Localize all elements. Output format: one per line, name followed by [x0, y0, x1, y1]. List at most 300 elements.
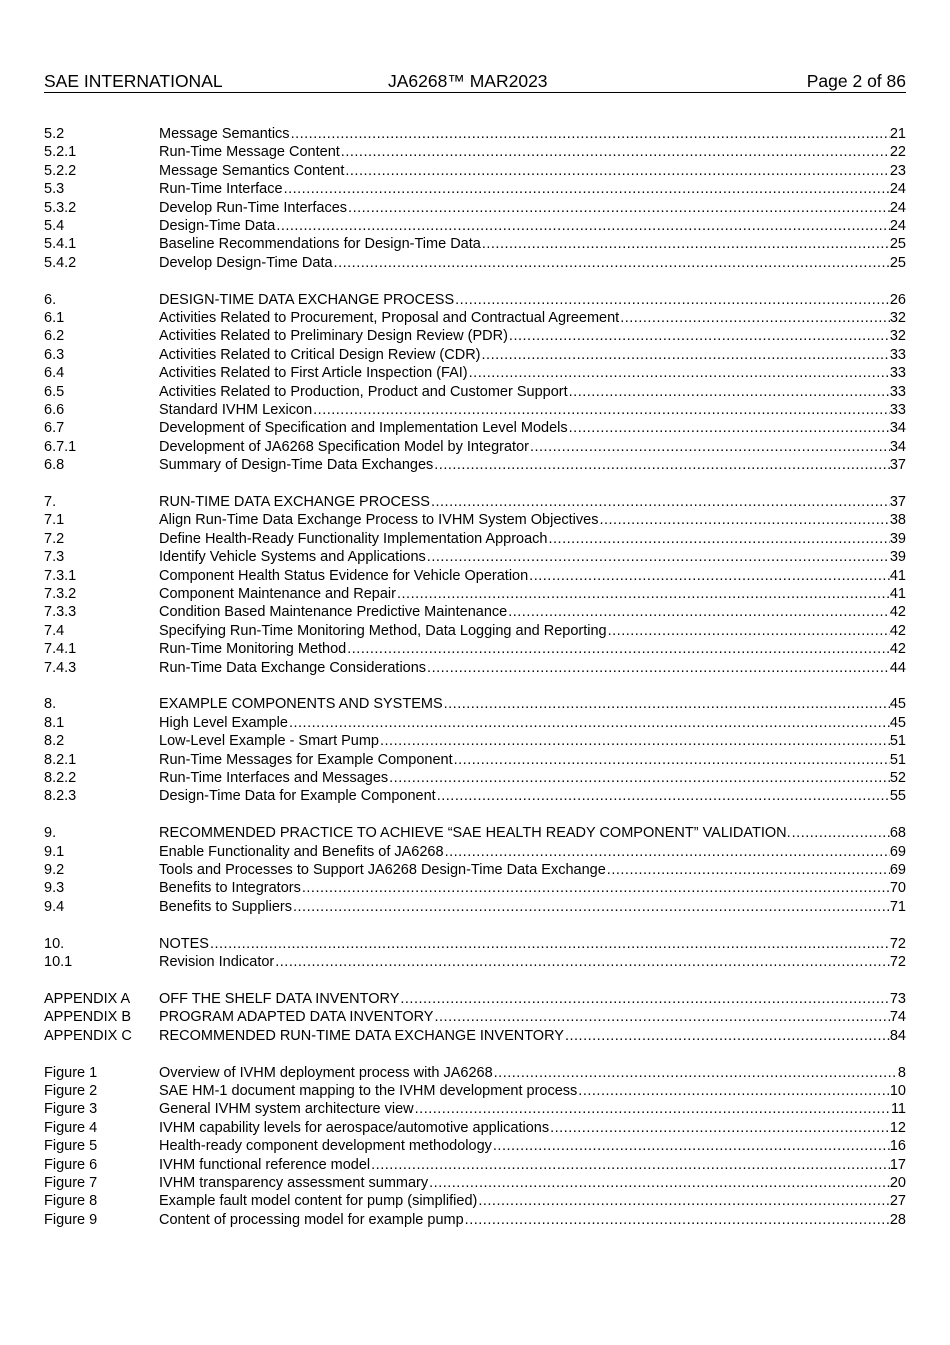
- toc-entry-number: 5.3.2: [44, 199, 77, 216]
- toc-entry-title: EXAMPLE COMPONENTS AND SYSTEMS: [159, 696, 443, 713]
- toc-entry[interactable]: [44, 548, 906, 566]
- toc-dot-leader: [508, 327, 890, 345]
- toc-dot-leader: [290, 125, 890, 143]
- toc-entry-line: [159, 622, 906, 640]
- toc-entry-line: [159, 309, 906, 327]
- toc-entry-page: 42: [889, 641, 906, 658]
- toc-entry-title: Run-Time Monitoring Method: [159, 641, 347, 658]
- toc-entry-title: Low-Level Example - Smart Pump: [159, 733, 379, 750]
- toc-entry[interactable]: [44, 1192, 906, 1210]
- toc-entry-line: [159, 953, 906, 971]
- header-document-id: JA6268™ MAR2023: [388, 71, 548, 91]
- toc-entry-page: 24: [889, 181, 906, 198]
- toc-entry-title: Content of processing model for example pump: [159, 1211, 464, 1228]
- toc-dot-leader: [568, 419, 890, 437]
- toc-entry[interactable]: [44, 401, 906, 419]
- toc-entry-page: 32: [889, 328, 906, 345]
- toc-entry-number: Figure 9: [44, 1211, 98, 1228]
- toc-dot-leader: [379, 732, 890, 750]
- toc-entry[interactable]: [44, 879, 906, 897]
- toc-entry-number: 10.1: [44, 954, 73, 971]
- toc-entry-title: Tools and Processes to Support JA6268 Design-Time Data Exchange: [159, 862, 606, 879]
- toc-entry-title: Component Health Status Evidence for Vehicle Operation: [159, 567, 529, 584]
- toc-entry-page: 45: [889, 714, 906, 731]
- toc-entry-number: 7.4.1: [44, 641, 77, 658]
- toc-entry-page: 33: [889, 365, 906, 382]
- toc-entry[interactable]: [44, 530, 906, 548]
- toc-entry[interactable]: [44, 824, 906, 842]
- toc-entry-page: 51: [889, 733, 906, 750]
- toc-entry-line: [159, 327, 906, 345]
- toc-entry-title: Run-Time Message Content: [159, 144, 340, 161]
- toc-dot-leader: [312, 401, 890, 419]
- toc-entry-number: 9.: [44, 825, 57, 842]
- toc-entry-number: 7.3: [44, 549, 65, 566]
- toc-entry-line: [159, 567, 906, 585]
- toc-section-group: [44, 990, 906, 1045]
- toc-dot-leader: [399, 990, 889, 1008]
- toc-entry-title: Specifying Run-Time Monitoring Method, Data Logging and Reporting: [159, 622, 607, 639]
- toc-entry-title: Development of Specification and Implementation Level Models: [159, 420, 568, 437]
- toc-entry-page: 68: [889, 825, 906, 842]
- toc-entry-number: 9.3: [44, 880, 65, 897]
- toc-entry-number: 7.3.3: [44, 604, 77, 621]
- toc-entry-page: 12: [889, 1119, 906, 1136]
- toc-dot-leader: [426, 659, 890, 677]
- toc-entry-number: 6.5: [44, 383, 65, 400]
- toc-dot-leader: [791, 824, 890, 842]
- toc-dot-leader: [481, 346, 890, 364]
- toc-dot-leader: [454, 291, 890, 309]
- toc-entry-number: 5.2.1: [44, 144, 77, 161]
- toc-entry-title: RECOMMENDED PRACTICE TO ACHIEVE “SAE HEALTH READY COMPONENT” VALIDATION.: [159, 825, 791, 842]
- toc-entry[interactable]: [44, 1027, 906, 1045]
- toc-entry[interactable]: [44, 162, 906, 180]
- toc-entry-line: [159, 1192, 906, 1210]
- toc-entry-line: [159, 419, 906, 437]
- toc-entry[interactable]: [44, 180, 906, 198]
- toc-entry-number: 9.1: [44, 843, 65, 860]
- toc-section-group: [44, 493, 906, 677]
- toc-entry-line: [159, 1137, 906, 1155]
- toc-entry-page: 42: [889, 604, 906, 621]
- toc-entry[interactable]: [44, 585, 906, 603]
- toc-entry[interactable]: [44, 254, 906, 272]
- toc-entry-title: Align Run-Time Data Exchange Process to IVHM System Objectives: [159, 512, 599, 529]
- toc-dot-leader: [568, 383, 890, 401]
- toc-dot-leader: [564, 1027, 890, 1045]
- toc-entry-page: 73: [889, 991, 906, 1008]
- toc-entry-number: 5.3: [44, 181, 65, 198]
- toc-entry-number: Figure 5: [44, 1138, 98, 1155]
- toc-entry-title: Run-Time Messages for Example Component: [159, 751, 453, 768]
- toc-dot-leader: [468, 364, 890, 382]
- toc-entry-number: 8.2.1: [44, 751, 77, 768]
- toc-entry-line: [159, 732, 906, 750]
- toc-entry-line: [159, 861, 906, 879]
- toc-entry-title: IVHM transparency assessment summary: [159, 1175, 429, 1192]
- toc-entry[interactable]: [44, 843, 906, 861]
- toc-dot-leader: [344, 162, 889, 180]
- toc-entry[interactable]: [44, 787, 906, 805]
- toc-entry-number: 6.1: [44, 310, 65, 327]
- toc-entry-page: 33: [889, 346, 906, 363]
- toc-entry[interactable]: [44, 935, 906, 953]
- toc-entry-title: NOTES: [159, 935, 209, 952]
- toc-dot-leader: [346, 640, 890, 658]
- toc-entry-line: [159, 603, 906, 621]
- toc-entry-line: [159, 143, 906, 161]
- toc-entry-number: 7.2: [44, 530, 65, 547]
- toc-entry-title: Example fault model content for pump (simplified): [159, 1193, 478, 1210]
- toc-entry-title: RECOMMENDED RUN-TIME DATA EXCHANGE INVENTORY: [159, 1027, 564, 1044]
- toc-dot-leader: [444, 843, 890, 861]
- toc-entry-title: Activities Related to Production, Product and Customer Support: [159, 383, 568, 400]
- toc-entry-line: [159, 695, 906, 713]
- toc-entry-page: 39: [889, 549, 906, 566]
- toc-entry-line: [159, 1100, 906, 1118]
- toc-entry-title: Define Health-Ready Functionality Implementation Approach: [159, 530, 548, 547]
- toc-entry-line: [159, 383, 906, 401]
- toc-entry-page: 8: [897, 1064, 906, 1081]
- toc-entry-line: [159, 640, 906, 658]
- toc-entry[interactable]: [44, 1119, 906, 1137]
- toc-entry[interactable]: [44, 383, 906, 401]
- toc-dot-leader: [301, 879, 890, 897]
- toc-entry-page: 10: [889, 1083, 906, 1100]
- toc-entry[interactable]: [44, 493, 906, 511]
- toc-dot-leader: [292, 898, 890, 916]
- toc-entry-page: 42: [889, 622, 906, 639]
- toc-entry-number: 6.6: [44, 401, 65, 418]
- toc-entry[interactable]: [44, 346, 906, 364]
- toc-entry-number: APPENDIX A: [44, 991, 131, 1008]
- toc-entry-page: 25: [889, 236, 906, 253]
- toc-entry-line: [159, 125, 906, 143]
- toc-entry-number: 6.2: [44, 328, 65, 345]
- toc-entry[interactable]: [44, 1211, 906, 1229]
- toc-dot-leader: [275, 217, 890, 235]
- toc-entry-number: 8.2.2: [44, 770, 77, 786]
- toc-entry-page: 69: [889, 862, 906, 879]
- toc-entry-line: [159, 1211, 906, 1229]
- toc-entry-line: [159, 438, 906, 456]
- toc-entry-title: Activities Related to Preliminary Design Review (PDR): [159, 328, 508, 345]
- toc-entry[interactable]: [44, 327, 906, 345]
- toc-entry-number: 8.2: [44, 733, 65, 750]
- toc-entry-number: Figure 4: [44, 1119, 98, 1136]
- toc-entry-page: 28: [889, 1211, 906, 1228]
- toc-entry-line: [159, 162, 906, 180]
- toc-entry-title: Run-Time Interface: [159, 181, 283, 198]
- toc-entry-title: High Level Example: [159, 714, 288, 731]
- toc-entry[interactable]: [44, 732, 906, 750]
- toc-entry[interactable]: [44, 861, 906, 879]
- toc-entry[interactable]: [44, 714, 906, 732]
- toc-entry-title: Activities Related to First Article Inspection (FAI): [159, 365, 468, 382]
- toc-entry-page: 24: [889, 217, 906, 234]
- toc-entry-number: 8.2.3: [44, 788, 77, 805]
- toc-entry[interactable]: [44, 125, 906, 143]
- toc-entry-line: [159, 990, 906, 1008]
- toc-entry[interactable]: [44, 143, 906, 161]
- toc-entry-line: [159, 787, 906, 805]
- toc-entry[interactable]: [44, 1082, 906, 1100]
- toc-dot-leader: [414, 1100, 891, 1118]
- toc-entry[interactable]: [44, 511, 906, 529]
- toc-entry-line: [159, 180, 906, 198]
- toc-entry-page: 44: [889, 659, 906, 676]
- toc-entry-number: 5.4.2: [44, 254, 77, 271]
- toc-dot-leader: [433, 456, 890, 474]
- toc-dot-leader: [607, 622, 890, 640]
- toc-entry-title: RUN-TIME DATA EXCHANGE PROCESS: [159, 494, 430, 511]
- toc-entry-page: 55: [889, 788, 906, 805]
- toc-entry-page: 69: [889, 843, 906, 860]
- toc-dot-leader: [274, 953, 890, 971]
- toc-entry-line: [159, 199, 906, 217]
- page-header: [44, 71, 906, 93]
- toc-entry-page: 34: [889, 420, 906, 437]
- toc-entry-line: [159, 769, 906, 787]
- toc-entry-page: 34: [889, 438, 906, 455]
- toc-entry-page: 20: [889, 1175, 906, 1192]
- toc-entry-number: APPENDIX C: [44, 1027, 132, 1044]
- header-page-number: Page 2 of 86: [806, 71, 906, 91]
- toc-entry[interactable]: [44, 898, 906, 916]
- toc-entry-number: 6.7.1: [44, 438, 77, 455]
- toc-entry-number: 5.4.1: [44, 236, 77, 253]
- toc-entry-line: [159, 714, 906, 732]
- toc-dot-leader: [606, 861, 890, 879]
- toc-entry-number: 7.4: [44, 622, 65, 639]
- toc-entry-line: [159, 401, 906, 419]
- toc-entry[interactable]: [44, 640, 906, 658]
- toc-entry-number: 7.: [44, 494, 57, 511]
- toc-entry-page: 26: [889, 291, 906, 308]
- toc-section-group: [44, 695, 906, 805]
- toc-entry-line: [159, 1064, 906, 1082]
- toc-section-group: [44, 1064, 906, 1230]
- toc-entry-number: 6.4: [44, 365, 65, 382]
- toc-entry-number: 8.: [44, 696, 57, 713]
- toc-entry-number: Figure 2: [44, 1083, 98, 1100]
- toc-entry[interactable]: [44, 1156, 906, 1174]
- toc-entry[interactable]: [44, 695, 906, 713]
- toc-dot-leader: [436, 787, 890, 805]
- header-organization: SAE INTERNATIONAL: [44, 71, 223, 91]
- toc-dot-leader: [428, 1174, 890, 1192]
- toc-entry-line: [159, 254, 906, 272]
- toc-entry[interactable]: [44, 622, 906, 640]
- toc-entry-number: Figure 7: [44, 1175, 98, 1192]
- toc-entry-title: Message Semantics: [159, 126, 290, 142]
- toc-entry[interactable]: [44, 990, 906, 1008]
- toc-entry-number: 6.: [44, 291, 57, 308]
- toc-dot-leader: [283, 180, 890, 198]
- toc-entry-title: Component Maintenance and Repair: [159, 585, 396, 602]
- toc-entry[interactable]: [44, 751, 906, 769]
- toc-entry-number: 9.4: [44, 898, 65, 915]
- toc-entry-line: [159, 879, 906, 897]
- toc-entry-title: IVHM capability levels for aerospace/automotive applications: [159, 1119, 550, 1136]
- toc-entry[interactable]: [44, 309, 906, 327]
- toc-entry-title: OFF THE SHELF DATA INVENTORY: [159, 991, 400, 1008]
- toc-entry-number: 8.1: [44, 714, 65, 731]
- toc-entry[interactable]: [44, 1100, 906, 1118]
- toc-entry-number: 5.2: [44, 126, 65, 142]
- toc-entry-title: Revision Indicator: [159, 954, 275, 971]
- toc-entry-number: APPENDIX B: [44, 1009, 132, 1026]
- toc-entry-title: SAE HM-1 document mapping to the IVHM development process: [159, 1083, 578, 1100]
- toc-entry-line: [159, 1008, 906, 1026]
- toc-entry-title: DESIGN-TIME DATA EXCHANGE PROCESS: [159, 291, 455, 308]
- toc-entry[interactable]: [44, 1174, 906, 1192]
- toc-entry-line: [159, 291, 906, 309]
- toc-entry-title: Overview of IVHM deployment process with JA6268: [159, 1064, 493, 1081]
- toc-entry-line: [159, 1027, 906, 1045]
- toc-entry-page: 45: [889, 696, 906, 713]
- toc-entry-line: [159, 1082, 906, 1100]
- toc-dot-leader: [370, 1156, 890, 1174]
- toc-entry[interactable]: [44, 291, 906, 309]
- toc-entry-title: Activities Related to Procurement, Proposal and Contractual Agreement: [159, 310, 620, 327]
- toc-entry-number: 5.2.2: [44, 162, 77, 179]
- toc-dot-leader: [598, 511, 889, 529]
- toc-dot-leader: [443, 695, 890, 713]
- toc-dot-leader: [333, 254, 890, 272]
- toc-entry-page: 33: [889, 401, 906, 418]
- toc-entry-number: 5.4: [44, 217, 65, 234]
- toc-entry-line: [159, 493, 906, 511]
- toc-entry-number: 7.3.2: [44, 585, 77, 602]
- toc-entry-title: Design-Time Data: [159, 217, 276, 234]
- toc-dot-leader: [619, 309, 890, 327]
- toc-entry[interactable]: [44, 603, 906, 621]
- toc-entry-page: 41: [889, 567, 906, 584]
- toc-entry-line: [159, 1156, 906, 1174]
- toc-entry-title: PROGRAM ADAPTED DATA INVENTORY: [159, 1009, 434, 1026]
- toc-entry-title: Identify Vehicle Systems and Applications: [159, 549, 426, 566]
- toc-entry-number: 6.8: [44, 457, 65, 474]
- toc-entry[interactable]: [44, 1137, 906, 1155]
- toc-entry-title: Benefits to Integrators: [159, 880, 301, 897]
- toc-entry-line: [159, 824, 906, 842]
- toc-entry-page: 38: [889, 512, 906, 529]
- toc-entry-page: 52: [889, 770, 906, 786]
- toc-entry[interactable]: [44, 456, 906, 474]
- toc-dot-leader: [548, 530, 890, 548]
- toc-entry-title: Enable Functionality and Benefits of JA6268: [159, 843, 444, 860]
- toc-entry-page: 27: [889, 1193, 906, 1210]
- toc-entry-line: [159, 364, 906, 382]
- toc-entry-line: [159, 235, 906, 253]
- toc-entry-line: [159, 659, 906, 677]
- toc-entry[interactable]: [44, 953, 906, 971]
- toc-dot-leader: [453, 751, 890, 769]
- toc-entry[interactable]: [44, 659, 906, 677]
- toc-entry-page: 17: [889, 1156, 906, 1173]
- toc-entry-page: 24: [889, 199, 906, 216]
- toc-dot-leader: [209, 935, 890, 953]
- toc-entry-page: 32: [889, 310, 906, 327]
- toc-entry-line: [159, 511, 906, 529]
- toc-entry-number: 6.3: [44, 346, 65, 363]
- toc-entry-title: General IVHM system architecture view: [159, 1101, 414, 1118]
- toc-dot-leader: [549, 1119, 890, 1137]
- toc-entry-line: [159, 530, 906, 548]
- toc-entry-title: IVHM functional reference model: [159, 1156, 371, 1173]
- toc-entry-number: 7.3.1: [44, 567, 77, 584]
- toc-entry-title: Design-Time Data for Example Component: [159, 788, 436, 805]
- toc-entry-page: 74: [889, 1009, 906, 1026]
- toc-dot-leader: [507, 603, 890, 621]
- toc-entry-line: [159, 898, 906, 916]
- toc-entry-title: Standard IVHM Lexicon: [159, 401, 313, 418]
- toc-entry-page: 33: [889, 383, 906, 400]
- toc-dot-leader: [528, 567, 890, 585]
- toc-dot-leader: [577, 1082, 890, 1100]
- toc-entry-title: Development of JA6268 Specification Model by Integrator: [159, 438, 529, 455]
- toc-entry-line: [159, 751, 906, 769]
- toc-entry-page: 72: [889, 954, 906, 971]
- toc-entry-page: 37: [889, 494, 906, 511]
- toc-entry[interactable]: [44, 1008, 906, 1026]
- toc-entry-page: 84: [889, 1027, 906, 1044]
- toc-dot-leader: [481, 235, 890, 253]
- toc-dot-leader: [430, 493, 890, 511]
- toc-entry-page: 39: [889, 530, 906, 547]
- toc-entry[interactable]: [44, 419, 906, 437]
- toc-entry-page: 41: [889, 585, 906, 602]
- toc-dot-leader: [288, 714, 890, 732]
- toc-entry-title: Develop Design-Time Data: [159, 254, 333, 271]
- toc-entry[interactable]: [44, 235, 906, 253]
- toc-entry-line: [159, 548, 906, 566]
- toc-section-group: [44, 935, 906, 972]
- toc-entry-page: 23: [889, 162, 906, 179]
- toc-entry-line: [159, 843, 906, 861]
- toc-entry-title: Activities Related to Critical Design Review (CDR): [159, 346, 481, 363]
- toc-entry-page: 72: [889, 935, 906, 952]
- toc-section-group: [44, 291, 906, 475]
- table-of-contents: [44, 125, 906, 1248]
- toc-entry-line: [159, 346, 906, 364]
- toc-entry[interactable]: [44, 364, 906, 382]
- toc-entry-line: [159, 456, 906, 474]
- toc-entry-page: 70: [889, 880, 906, 897]
- toc-entry-number: 9.2: [44, 862, 65, 879]
- toc-entry-page: 51: [889, 751, 906, 768]
- toc-entry-number: Figure 3: [44, 1101, 98, 1118]
- toc-entry[interactable]: [44, 567, 906, 585]
- toc-dot-leader: [388, 769, 890, 787]
- toc-dot-leader: [433, 1008, 889, 1026]
- toc-entry[interactable]: [44, 217, 906, 235]
- toc-entry[interactable]: [44, 1064, 906, 1082]
- toc-dot-leader: [529, 438, 890, 456]
- toc-entry[interactable]: [44, 438, 906, 456]
- toc-entry-page: 11: [890, 1101, 906, 1118]
- toc-section-group: [44, 824, 906, 916]
- toc-section-group: [44, 125, 906, 272]
- toc-dot-leader: [492, 1137, 890, 1155]
- toc-entry[interactable]: [44, 769, 906, 787]
- toc-entry-number: 7.1: [44, 512, 65, 529]
- toc-entry[interactable]: [44, 199, 906, 217]
- toc-entry-number: 6.7: [44, 420, 65, 437]
- toc-entry-title: Run-Time Interfaces and Messages: [159, 770, 389, 786]
